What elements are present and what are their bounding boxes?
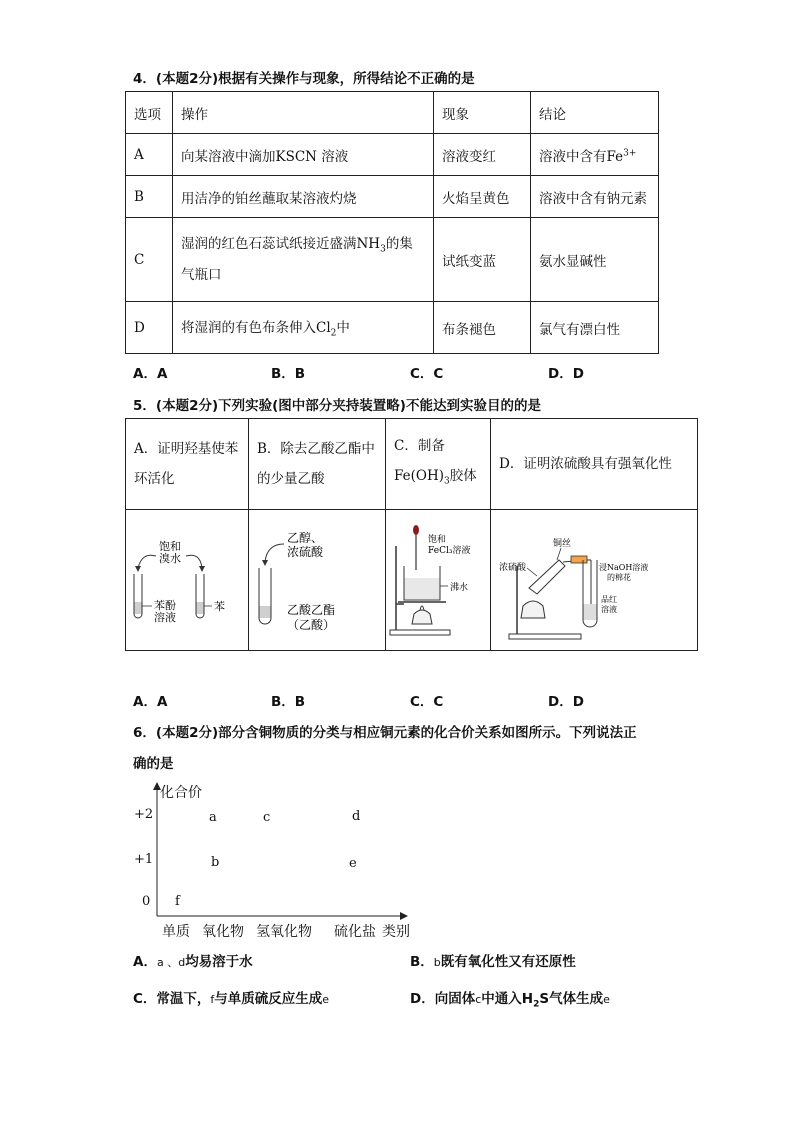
diagram-a-label-solution: 溶液 — [154, 611, 176, 624]
row-option: D — [126, 302, 173, 354]
row-phenomenon: 溶液变红 — [434, 134, 531, 176]
diagram-a-label-bromine-water: 溴水 — [159, 552, 181, 565]
diagram-a-label-phenol: 苯酚 — [154, 599, 176, 612]
row-option: B — [126, 176, 173, 218]
diagram-b — [249, 510, 386, 651]
diagram-b-label-conc-sulfuric: 浓硫酸 — [287, 545, 324, 559]
cell-a: A．证明羟基使苯 环活化 — [126, 419, 249, 510]
diagram-a-svg — [126, 510, 248, 650]
diagram-d — [491, 510, 698, 651]
question-4-title: 4．(本题2分)根据有关操作与现象，所得结论不正确的是 — [133, 71, 475, 87]
table-row — [126, 134, 659, 176]
row-option: A — [126, 134, 173, 176]
diagram-a-label-benzene: 苯 — [214, 600, 225, 613]
question-5-title: 5．(本题2分)下列实验(图中部分夹持装置略)不能达到实验目的的是 — [133, 398, 541, 414]
row-conclusion: 溶液中含有钠元素 — [531, 176, 659, 218]
diagram-a — [126, 510, 249, 651]
choice-a[interactable]: A．A — [133, 366, 168, 382]
table-row — [126, 419, 698, 510]
diagram-d-svg — [491, 510, 697, 650]
diagram-b-label-ethanol: 乙醇、 — [287, 531, 324, 545]
x-tick-hydroxide: 氢氧化物 — [256, 924, 312, 940]
table-row — [126, 510, 698, 651]
arrow-down-icon — [265, 544, 284, 562]
cell-d: D．证明浓硫酸具有强氧化性 — [491, 419, 698, 510]
point-b: b — [211, 855, 220, 870]
diagram-c-svg — [386, 510, 490, 650]
row-conclusion: 氯气有漂白性 — [531, 302, 659, 354]
choice-a[interactable]: A．A — [133, 694, 168, 710]
point-d: d — [352, 809, 361, 824]
diagram-b-label-ethyl-acetate: 乙酸乙酯 — [287, 603, 336, 617]
header-option: 选项 — [126, 92, 173, 134]
option-a[interactable]: A．a 、d均易溶于水 — [133, 954, 253, 970]
x-tick-oxide: 氧化物 — [202, 924, 244, 940]
y-tick-plus2: +2 — [134, 807, 154, 822]
diagram-d-label-solution: 溶液 — [601, 605, 617, 614]
point-c: c — [263, 810, 271, 825]
row-conclusion: 溶液中含有$Fe^{3+}$ — [531, 134, 659, 176]
row-operation: 用洁净的铂丝蘸取某溶液灼烧 — [173, 176, 434, 218]
row-operation: 湿润的红色石蕊试纸接近盛满$NH_3$的集 气瓶口 — [173, 218, 434, 302]
header-operation: 操作 — [173, 92, 434, 134]
diagram-d-label-copper-wire: 铜丝 — [553, 539, 572, 549]
x-axis-arrow-icon — [400, 912, 408, 920]
question-6-title-line2: 确的是 — [133, 756, 174, 772]
row-option: C — [126, 218, 173, 302]
table-row — [126, 302, 659, 354]
header-conclusion: 结论 — [531, 92, 659, 134]
row-operation: 向某溶液中滴加KSCN 溶液 — [173, 134, 434, 176]
question-4-table — [125, 91, 659, 354]
row-phenomenon: 布条褪色 — [434, 302, 531, 354]
row-phenomenon: 试纸变蓝 — [434, 218, 531, 302]
stand-base-icon — [509, 634, 581, 639]
question-5-table — [125, 418, 698, 651]
choice-b[interactable]: B．B — [271, 366, 306, 382]
choice-c[interactable]: C．C — [410, 366, 444, 382]
x-tick-element: 单质 — [162, 924, 190, 940]
cell-b: B．除去乙酸乙酯中 的少量乙酸 — [249, 419, 386, 510]
y-axis-label: 化合价 — [160, 785, 202, 801]
cell-c: C．制备 $Fe(OH)_3$胶体 — [386, 419, 491, 510]
option-b[interactable]: B．b既有氧化性又有还原性 — [410, 954, 576, 970]
choice-d[interactable]: D．D — [548, 366, 584, 382]
x-axis-label: 类别 — [382, 924, 410, 940]
point-a: a — [209, 810, 217, 825]
reaction-tube-icon — [529, 560, 565, 594]
table-row — [126, 218, 659, 302]
option-c[interactable]: C．常温下，f与单质硫反应生成e — [133, 991, 330, 1007]
choice-b[interactable]: B．B — [271, 694, 306, 710]
diagram-c-label-boiling-water: 沸水 — [450, 583, 469, 593]
diagram-b-label-acetic-acid: （乙酸） — [287, 618, 336, 632]
rubber-stopper-icon — [571, 556, 587, 563]
table-row — [126, 176, 659, 218]
x-tick-sulfide: 硫化盐 — [334, 924, 376, 940]
question-6-title-line1: 6．(本题2分)部分含铜物质的分类与相应铜元素的化合价关系如图所示。下列说法正 — [133, 725, 637, 741]
diagram-c-label-fecl3: FeCl₃溶液 — [428, 546, 471, 556]
y-tick-plus1: +1 — [134, 852, 154, 867]
row-conclusion: 氨水显碱性 — [531, 218, 659, 302]
table-header-row — [126, 92, 659, 134]
diagram-c-label-saturated: 饱和 — [428, 535, 447, 545]
alcohol-lamp-icon — [521, 601, 545, 618]
diagram-d-label-conc-sulfuric: 浓硫酸 — [499, 563, 527, 573]
point-e: e — [349, 856, 357, 871]
point-f: f — [175, 894, 180, 909]
diagram-d-label-cotton: 的棉花 — [607, 573, 631, 582]
diagram-d-label-magenta: 品红 — [601, 595, 617, 604]
header-phenomenon: 现象 — [434, 92, 531, 134]
valence-graph — [120, 776, 420, 941]
diagram-a-label-saturated: 饱和 — [159, 540, 181, 553]
alcohol-lamp-icon — [412, 610, 432, 624]
choice-c[interactable]: C．C — [410, 694, 444, 710]
diagram-d-label-naoh: 浸NaOH溶液 — [599, 563, 649, 572]
row-phenomenon: 火焰呈黄色 — [434, 176, 531, 218]
choice-d[interactable]: D．D — [548, 694, 584, 710]
diagram-c — [386, 510, 491, 651]
row-operation: 将湿润的有色布条伸入$Cl_2$中 — [173, 302, 434, 354]
option-d[interactable]: D．向固体c中通入$H_2S$气体生成e — [410, 991, 610, 1010]
y-tick-zero: 0 — [142, 894, 151, 909]
diagram-b-svg — [249, 510, 385, 650]
stand-base-icon — [390, 630, 450, 635]
